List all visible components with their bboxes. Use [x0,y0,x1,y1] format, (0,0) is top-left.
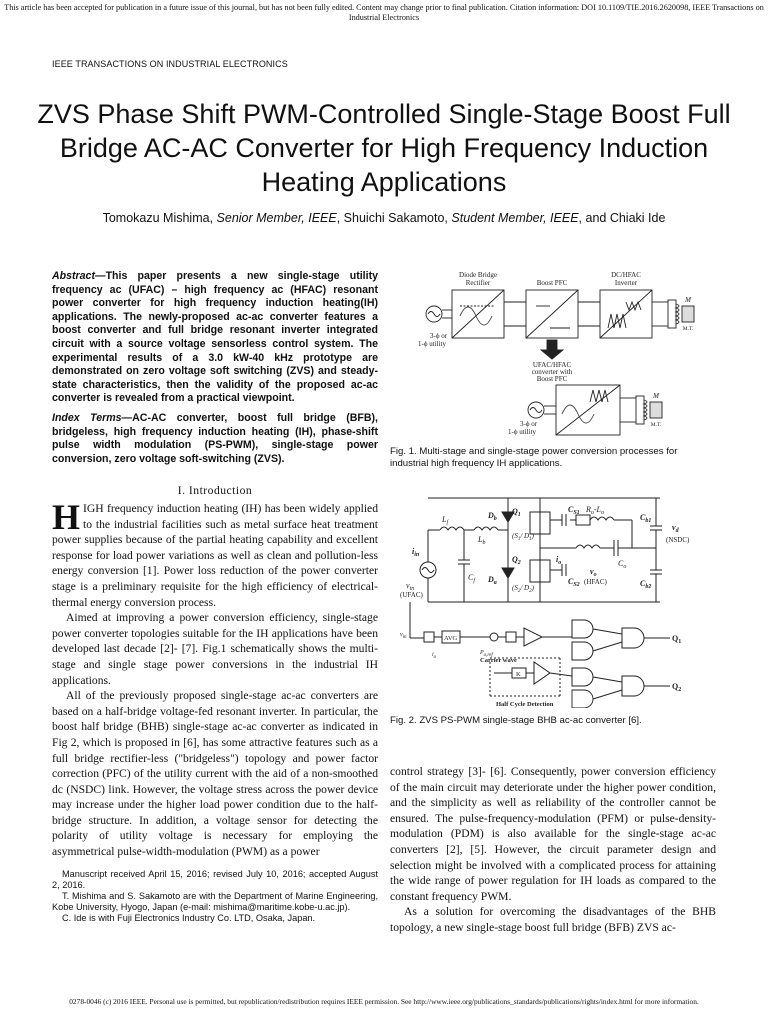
label-avg: AVG [444,635,458,642]
fig1-label-single-2: converter with [531,368,573,376]
fig1-label-single-1: UFAC/HFAC [532,361,572,369]
label-lf: $L_f$ [442,515,449,526]
label-q1: $Q_1$ [512,507,521,518]
fig1-label-source-1: 3-ϕ or [430,332,448,340]
label-da: $D_a$ [488,575,497,586]
label-vin: $v_{in}$ [406,581,415,592]
label-q1-parts: ($S_1/$ $D_1$) [512,532,534,542]
fig1-label-rectifier-1: Diode Bridge [459,271,497,279]
copyright-footer: 0278-0046 (c) 2016 IEEE. Personal use is permitted, but republication/redistribution requires IEEE permission. See http://www.ieee.org/publications_standards/publications/rights/index.html for more information. [69,997,699,1006]
fig1-label-m-bottom: M [653,392,659,400]
label-vd: $v_d$ [672,523,679,534]
figure-1-diagram [390,266,720,442]
journal-header: IEEE TRANSACTIONS ON INDUSTRIAL ELECTRONICS [52,59,288,69]
label-nsdc: (NSDC) [666,536,690,544]
label-lb: $L_b$ [478,535,486,546]
label-ro-lo: $R_o-L_o$ [586,505,605,516]
introduction-body [52,497,378,860]
abstract-text: —This paper presents a new single-stage utility frequency ac (UFAC) – high frequency ac (HFAC) resonant power converter for high frequency induction heating(IH) applications. The newly-proposed ac-ac converter features a boost converter and full bridge resonant inverter integrated circuit with a source voltage sensorless control system. The experimental results of a 3.0 kW-40 kHz prototype are demonstrated on zero voltage soft switching (ZVS) and steady-state characteristics, then the validity of the proposed ac-ac converter is revealed from a practical viewpoint. [52,270,378,405]
footnote-affiliation-2: C. Ide is with Fuji Electronics Industry Co. LTD, Osaka, Japan. [62,913,316,923]
figure-1-caption: Fig. 1. Multi-stage and single-stage power conversion processes for industrial high frequency IH applications. [390,446,678,469]
footnote-received: Manuscript received April 15, 2016; revised July 10, 2016; accepted August 2, 2016. [52,869,378,890]
index-terms [52,412,378,466]
label-db: $D_b$ [488,511,497,522]
fig1-label-mt-bottom: M.T. [650,422,662,428]
label-hfac: (HFAC) [584,578,607,586]
paper-title: ZVS Phase Shift PWM-Controlled Single-Stage Boost Full Bridge AC-AC Converter for High Frequency Induction Heating Applications [37,99,731,197]
author-2-role: Student Member, IEEE [451,211,579,225]
label-pref: $P_{o,ref}$ [480,650,493,658]
label-cf: $C_f$ [468,573,476,584]
fig1-label-rectifier-2: Rectifier [465,279,491,287]
fig1-label-source-2: 1-ϕ utility [418,340,446,348]
label-cb2: $C_{b2}$ [640,579,652,590]
right-column-body [390,764,716,936]
fig1-label-boost: Boost PFC [536,279,568,287]
label-carrier: Carrier wave [480,657,517,664]
label-iin: $i_{in}$ [412,547,420,558]
fig1-label-source-3: 3-ϕ or [520,420,538,428]
label-cb1: $C_{b1}$ [640,513,652,524]
fig1-label-m-top: M [685,296,691,304]
fig1-label-single-3: Boost PFC [536,375,568,383]
figure-2-circuit [400,490,710,708]
index-terms-text: —AC-AC converter, boost full bridge (BFB), bridgeless, high frequency induction heating (IH), phase-shift pulse width modulation (PS-PWM), single-stage power conversion, zero voltage soft-switching (ZVS). [52,412,378,465]
label-co: $C_o$ [618,559,627,570]
label-vin-ctrl: $v_{in}$ [400,632,407,640]
label-io-ctrl: $i_o$ [432,652,437,660]
intro-paragraph-1-text: IGH frequency induction heating (IH) has been widely applied to the industrial facilities such as metal surface heat treatment power supplies because of the partial heating capability and excellent response for load power variations as well as clean and pollution-less energy conversion [1]. Power loss reduction of the power converter stage is a preliminary requisite for the high efficiency of electrical-thermal energy conversion process. [52,502,378,609]
right-paragraph-2: As a solution for overcoming the disadvantages of the BHB topology, a new single-stage boost full bridge (BFB) ZVS ac- [390,905,716,934]
intro-paragraph-3: All of the previously proposed single-stage ac-ac converters are based on a half-bridge voltage-fed resonant inverter. In particular, the boost half bridge (BHB) single-stage ac-ac converter as indicated in Fig 2, which is proposed in [6], has some attractive features such as a full bridge rectifier-less ("bridgeless") topology and power factor correction (PFC) of the utility current with the aid of a non-smoothed dc (NSDC) link. However, the voltage stress across the power device may increase under the higher load power condition due to the half-bridge structure. In addition, a voltage sensor for detecting the polarity of utility voltage is necessary for employing the asymmetrical pulse-width-modulation (PWM) as a power [52,689,378,859]
author-1: Tomokazu Mishima, [102,211,217,225]
abstract-label: Abstract [52,270,95,282]
acceptance-notice: This article has been accepted for publication in a future issue of this journal, but has not been fully edited. Content may change prior to final publication. Citation information: DOI 10.1109/TIE.2016.2620098, IEEE Transactions on Industrial Electronics [4,3,764,22]
author-1-role: Senior Member, IEEE [216,211,337,225]
label-q2-parts: ($S_2/$ $D_2$) [512,584,534,594]
index-terms-label: Index Terms [52,412,122,424]
label-k: K [516,671,521,678]
label-half-cycle: Half Cycle Detection [496,701,554,708]
label-out-q1: $Q_1$ [672,634,682,645]
right-paragraph-1: control strategy [3]- [6]. Consequently, power conversion efficiency of the main circuit may deteriorate under the higher power condition, and the simplicity as well as reliability of the controller cannot be ensured. The pulse-frequency-modulation (PFM) or pulse-density-modulation (PDM) is also available for the single-stage ac-ac converters [2], [5]. However, the circuit parameter design and selection might be involved with a complicated process for attaining the wide range of power regulation for IH loads as compared to the constant frequency PWM. [390,765,716,903]
label-q2: $Q_2$ [512,555,521,566]
drop-cap: H [52,497,81,537]
fig1-label-source-4: 1-ϕ utility [508,428,536,436]
label-cs2: $C_{S2}$ [568,577,580,588]
section-heading-introduction: I. Introduction [177,484,253,497]
author-list [30,211,738,225]
footnote-affiliation-1: T. Mishima and S. Sakamoto are with the Department of Marine Engineering, Kobe University, Hyogo, Japan (e-mail: mishima@maritime.kobe-u.ac.jp). [52,891,378,912]
author-3: , and Chiaki Ide [578,211,666,225]
author-2: , Shuichi Sakamoto, [336,211,452,225]
label-io: $i_o$ [556,555,562,566]
abstract [52,270,378,406]
footnotes [52,869,378,924]
label-cs1: $C_{S1}$ [568,505,580,516]
intro-paragraph-1 [52,497,378,610]
fig1-label-mt-top: M.T. [682,326,694,332]
figure-2-caption: Fig. 2. ZVS PS-PWM single-stage BHB ac-ac converter [6]. [390,715,642,726]
label-vo: $v_o$ [590,567,597,578]
label-ufac: (UFAC) [400,591,423,599]
fig1-label-inverter-1: DC/HFAC [611,271,641,279]
fig1-label-inverter-2: Inverter [614,279,638,287]
label-out-q2: $Q_2$ [672,682,682,693]
intro-paragraph-2: Aimed at improving a power conversion efficiency, single-stage power converter topologies suitable for the IH applications have been developed last decade [2]- [7]. Fig.1 schematically shows the multi-stage and single stage power conversions in the industrial IH applications. [52,611,378,687]
